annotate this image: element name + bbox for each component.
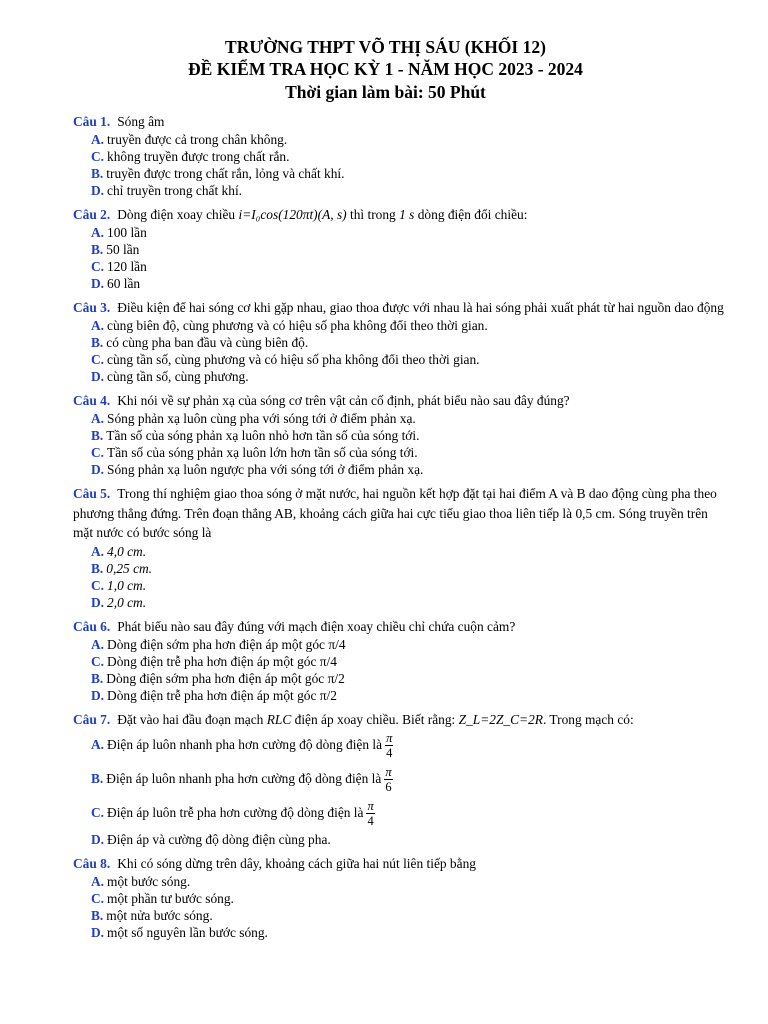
option <box>91 351 728 368</box>
option <box>91 131 728 148</box>
impedance-formula: Z_L=2Z_C=2R <box>458 711 543 727</box>
stem-text: Sóng âm <box>117 114 165 129</box>
option-key: D. <box>91 369 105 384</box>
option-text: Sóng phản xạ luôn cùng pha với sóng tới ở điểm phản xạ. <box>107 411 416 426</box>
option <box>91 687 728 704</box>
option-text: truyền được cả trong chân không. <box>107 132 288 147</box>
option-key: B. <box>91 242 104 257</box>
option-list <box>73 636 728 704</box>
option <box>91 890 728 907</box>
option <box>91 165 728 182</box>
option <box>91 797 728 831</box>
option <box>91 241 728 258</box>
stem-text: Khi có sóng dừng trên dây, khoảng cách giữa hai nút liên tiếp bằng <box>117 855 476 871</box>
question-stem <box>73 391 728 410</box>
question-number: Câu 7. <box>73 711 111 727</box>
question-number: Câu 1. <box>73 114 111 129</box>
question-number: Câu 5. <box>73 486 111 501</box>
option-list <box>73 224 728 292</box>
option-key: D. <box>91 276 105 291</box>
option-list <box>73 729 728 848</box>
option-text: Điện áp luôn nhanh pha hơn cường độ dòng điện là <box>107 736 383 752</box>
stem-text: Điều kiện để hai sóng cơ khi gặp nhau, giao thoa được với nhau là hai sóng phải xuất phát từ hai nguồn dao động <box>117 300 724 315</box>
option-text: 2,0 cm. <box>107 594 147 610</box>
question-1 <box>73 112 728 199</box>
exam-duration: Thời gian làm bài: 50 Phút <box>285 82 486 102</box>
option-text: Điện áp và cường độ dòng điện cùng pha. <box>107 831 331 847</box>
option-key: B. <box>91 560 104 576</box>
stem-text: Đặt vào hai đầu đoạn mạch <box>117 711 264 727</box>
stem-text: . Trong mạch có: <box>542 711 634 727</box>
option-key: A. <box>91 636 105 652</box>
stem-text: Trong thí nghiệm giao thoa sóng ở mặt nước, hai nguồn kết hợp đặt tại hai điểm A và B dao động cùng pha theo phương thẳng đứng. Trên đoạn thẳng AB, khoảng cách giữa hai cực tiểu giao thoa liên tiếp là 0,5 cm. Sóng truyền trên mặt nước có bước sóng là <box>73 486 717 540</box>
option <box>91 729 728 763</box>
option-text: Dòng điện trễ pha hơn điện áp một góc π/2 <box>107 687 337 703</box>
option-key: C. <box>91 804 105 820</box>
question-stem <box>73 484 728 543</box>
option-text: cùng tần số, cùng phương. <box>107 369 249 384</box>
fraction-denominator: 6 <box>385 779 392 794</box>
option-key: D. <box>91 594 105 610</box>
option <box>91 543 728 560</box>
option <box>91 560 728 577</box>
option-list <box>73 543 728 611</box>
option-key: C. <box>91 890 105 906</box>
question-number: Câu 8. <box>73 855 111 871</box>
option-text: Dòng điện sớm pha hơn điện áp một góc π/2 <box>106 670 345 686</box>
option-key: C. <box>91 577 105 593</box>
school-name: TRƯỜNG THPT VÕ THỊ SÁU (KHỐI 12) <box>225 37 546 57</box>
question-number: Câu 3. <box>73 300 111 315</box>
option <box>91 427 728 444</box>
option-text: Tần số của sóng phản xạ luôn nhỏ hơn tần số của sóng tới. <box>106 428 420 443</box>
option <box>91 577 728 594</box>
option-text: 60 lần <box>107 276 141 291</box>
fraction <box>384 765 392 794</box>
stem-text: Khi nói về sự phản xạ của sóng cơ trên vật cản cố định, phát biểu nào sau đây đúng? <box>117 393 570 408</box>
option-key: D. <box>91 183 105 198</box>
option-key: A. <box>91 225 105 240</box>
option-list <box>73 131 728 199</box>
stem-text: dòng điện đổi chiều: <box>417 207 528 222</box>
fraction <box>366 799 374 828</box>
option <box>91 461 728 478</box>
option-key: B. <box>91 335 104 350</box>
option-key: C. <box>91 352 105 367</box>
option-key: C. <box>91 149 105 164</box>
option <box>91 444 728 461</box>
option <box>91 653 728 670</box>
option-key: D. <box>91 687 105 703</box>
question-stem <box>73 205 728 224</box>
option-key: C. <box>91 445 105 460</box>
option <box>91 224 728 241</box>
option-key: B. <box>91 907 104 923</box>
option-text: một số nguyên lần bước sóng. <box>107 924 268 940</box>
option-text: Điện áp luôn nhanh pha hơn cường độ dòng điện là <box>106 770 382 786</box>
option-text: cùng tần số, cùng phương và có hiệu số pha không đổi theo thời gian. <box>107 352 480 367</box>
exam-title: ĐỀ KIỂM TRA HỌC KỲ 1 - NĂM HỌC 2023 - 2024 <box>188 59 583 79</box>
fraction-denominator: 4 <box>367 813 374 828</box>
option-key: A. <box>91 411 105 426</box>
question-2 <box>73 205 728 292</box>
option <box>91 670 728 687</box>
stem-text: Phát biểu nào sau đây đúng với mạch điện xoay chiều chỉ chứa cuộn cảm? <box>117 618 516 634</box>
option-key: A. <box>91 132 105 147</box>
option-key: A. <box>91 736 105 752</box>
option-text: Sóng phản xạ luôn ngược pha với sóng tới ở điểm phản xạ. <box>107 462 424 477</box>
option-key: C. <box>91 259 105 274</box>
option <box>91 924 728 941</box>
option-key: C. <box>91 653 105 669</box>
fraction-denominator: 4 <box>386 745 393 760</box>
question-number: Câu 2. <box>73 207 111 222</box>
option <box>91 907 728 924</box>
question-8 <box>73 854 728 941</box>
option-text: Dòng điện trễ pha hơn điện áp một góc π/4 <box>107 653 337 669</box>
stem-text: điện áp xoay chiều. Biết rằng: <box>294 711 456 727</box>
option-key: A. <box>91 543 105 559</box>
option <box>91 148 728 165</box>
question-stem <box>73 617 728 636</box>
fraction-numerator: π <box>385 764 392 779</box>
option <box>91 763 728 797</box>
option-list <box>73 317 728 385</box>
option <box>91 258 728 275</box>
option-text: Tần số của sóng phản xạ luôn lớn hơn tần số của sóng tới. <box>107 445 418 460</box>
option <box>91 873 728 890</box>
option-text: 0,25 cm. <box>106 560 153 576</box>
question-stem <box>73 298 728 317</box>
option-text: chỉ truyền trong chất khí. <box>107 183 243 198</box>
fraction-numerator: π <box>367 798 374 813</box>
option-text: Điện áp luôn trễ pha hơn cường độ dòng điện là <box>107 804 364 820</box>
question-stem <box>73 854 728 873</box>
stem-text: thì trong <box>350 207 396 222</box>
option <box>91 410 728 427</box>
exam-header <box>43 36 728 104</box>
current-formula: i=I₀cos(120πt)(A, s) <box>238 207 347 222</box>
option-key: D. <box>91 462 105 477</box>
fraction <box>385 731 393 760</box>
option <box>91 636 728 653</box>
option-text: 1,0 cm. <box>107 577 147 593</box>
option <box>91 182 728 199</box>
option <box>91 594 728 611</box>
option-key: A. <box>91 318 105 333</box>
circuit-name: RLC <box>266 711 292 727</box>
option-key: D. <box>91 924 105 940</box>
stem-text: Dòng điện xoay chiều <box>117 207 236 222</box>
option-key: B. <box>91 670 104 686</box>
option-text: 50 lần <box>106 242 140 257</box>
option-text: 120 lần <box>107 259 147 274</box>
option-text: cùng biên độ, cùng phương và có hiệu số pha không đổi theo thời gian. <box>107 318 488 333</box>
option-text: một nửa bước sóng. <box>106 907 213 923</box>
option-text: một phần tư bước sóng. <box>107 890 234 906</box>
option-key: B. <box>91 166 104 181</box>
option <box>91 275 728 292</box>
option-list <box>73 873 728 941</box>
option-text: một bước sóng. <box>107 873 191 889</box>
question-4 <box>73 391 728 478</box>
option-text: không truyền được trong chất rắn. <box>107 149 290 164</box>
option-list <box>73 410 728 478</box>
question-stem <box>73 112 728 131</box>
option-text: Dòng điện sớm pha hơn điện áp một góc π/4 <box>107 636 346 652</box>
option-text: truyền được trong chất rắn, lỏng và chất khí. <box>106 166 345 181</box>
time-value: 1 s <box>399 207 415 222</box>
option-text: có cùng pha ban đầu và cùng biên độ. <box>106 335 309 350</box>
option-key: B. <box>91 428 104 443</box>
option <box>91 831 728 848</box>
option-key: A. <box>91 873 105 889</box>
question-number: Câu 6. <box>73 618 111 634</box>
option <box>91 317 728 334</box>
option-key: B. <box>91 770 104 786</box>
option-text: 100 lần <box>107 225 147 240</box>
question-7 <box>73 710 728 848</box>
option <box>91 334 728 351</box>
option-text: 4,0 cm. <box>107 543 147 559</box>
option <box>91 368 728 385</box>
question-number: Câu 4. <box>73 393 111 408</box>
fraction-numerator: π <box>386 730 393 745</box>
question-6 <box>73 617 728 704</box>
question-5 <box>73 484 728 611</box>
option-key: D. <box>91 831 105 847</box>
question-stem <box>73 710 728 729</box>
question-3 <box>73 298 728 385</box>
